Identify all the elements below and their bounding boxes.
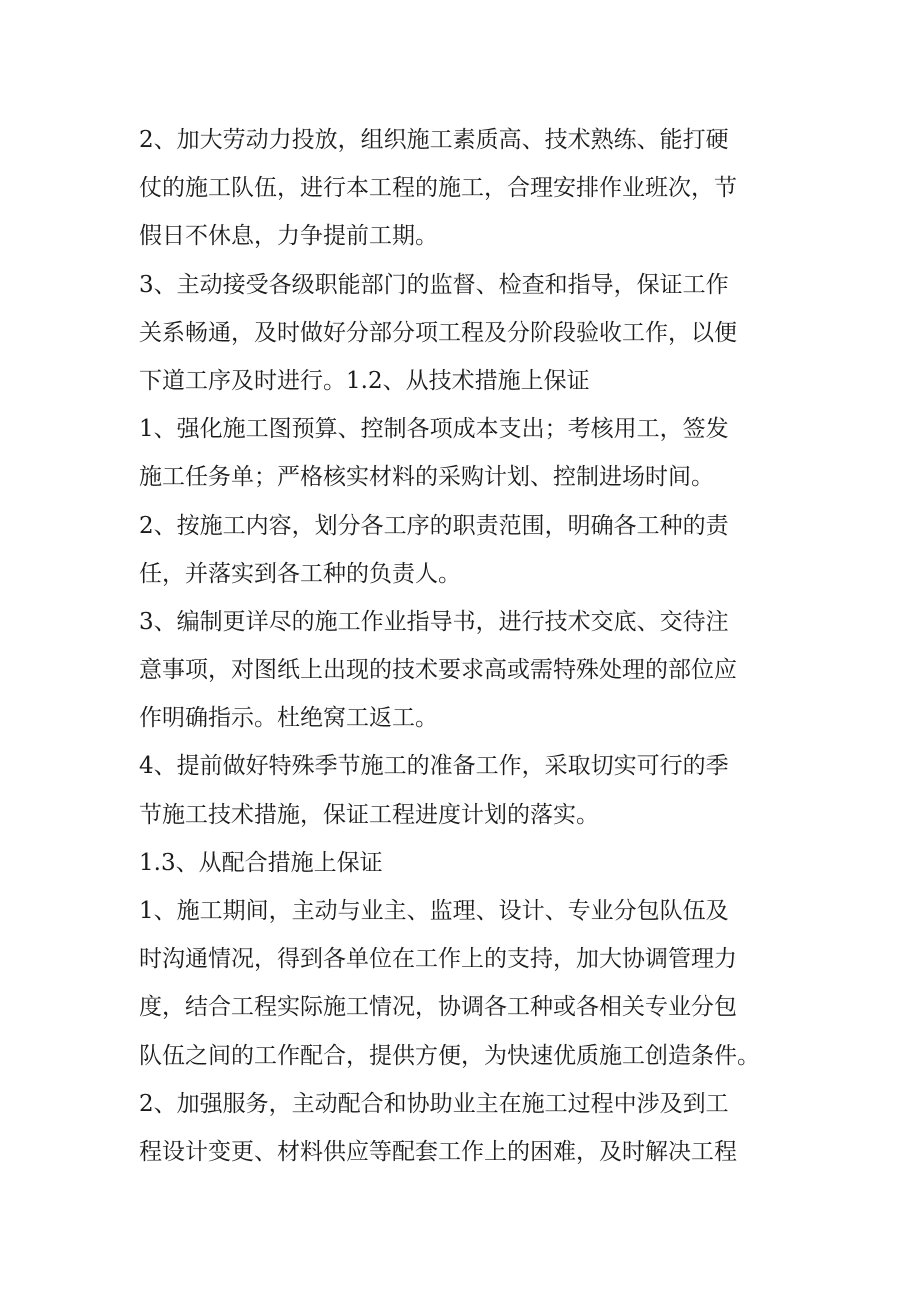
document-body <box>139 116 784 1176</box>
text-line: 作明确指示。杜绝窝工返工。 <box>139 705 438 732</box>
text-line: 3、主动接受各级职能部门的监督、检查和指导，保证工作 <box>139 271 729 298</box>
text-line: 2、按施工内容，划分各工序的职责范围，明确各工种的责 <box>139 512 729 539</box>
text-line: 度，结合工程实际施工情况，协调各工种或各相关专业分包 <box>139 994 737 1021</box>
text-line: 下道工序及时进行。1.2、从技术措施上保证 <box>139 367 590 394</box>
text-line: 4、提前做好特殊季节施工的准备工作，采取切实可行的季 <box>139 753 729 780</box>
text-line: 时沟通情况，得到各单位在工作上的支持，加大协调管理力 <box>139 946 737 973</box>
text-line: 程设计变更、材料供应等配套工作上的困难，及时解决工程 <box>139 1138 737 1165</box>
text-line: 假日不休息，力争提前工期。 <box>139 223 438 250</box>
text-line: 意事项，对图纸上出现的技术要求高或需特殊处理的部位应 <box>139 657 737 684</box>
text-line: 仗的施工队伍，进行本工程的施工，合理安排作业班次，节 <box>139 175 737 202</box>
text-line: 节施工技术措施，保证工程进度计划的落实。 <box>139 801 599 828</box>
text-line: 3、编制更详尽的施工作业指导书，进行技术交底、交待注 <box>139 608 729 635</box>
text-line: 2、加大劳动力投放，组织施工素质高、技术熟练、能打硬 <box>139 127 729 153</box>
section-heading: 1.3、从配合措施上保证 <box>139 849 383 876</box>
text-line: 任，并落实到各工种的负责人。 <box>139 560 461 587</box>
text-line: 2、加强服务，主动配合和协助业主在施工过程中涉及到工 <box>139 1090 729 1117</box>
text-line: 关系畅通，及时做好分部分项工程及分阶段验收工作，以便 <box>139 319 737 346</box>
text-line: 1、强化施工图预算、控制各项成本支出；考核用工，签发 <box>139 416 729 443</box>
text-line: 队伍之间的工作配合，提供方便，为快速优质施工创造条件。 <box>139 1042 760 1069</box>
text-line: 施工任务单；严格核实材料的采购计划、控制进场时间。 <box>139 464 714 491</box>
text-line: 1、施工期间，主动与业主、监理、设计、专业分包队伍及 <box>139 898 729 924</box>
